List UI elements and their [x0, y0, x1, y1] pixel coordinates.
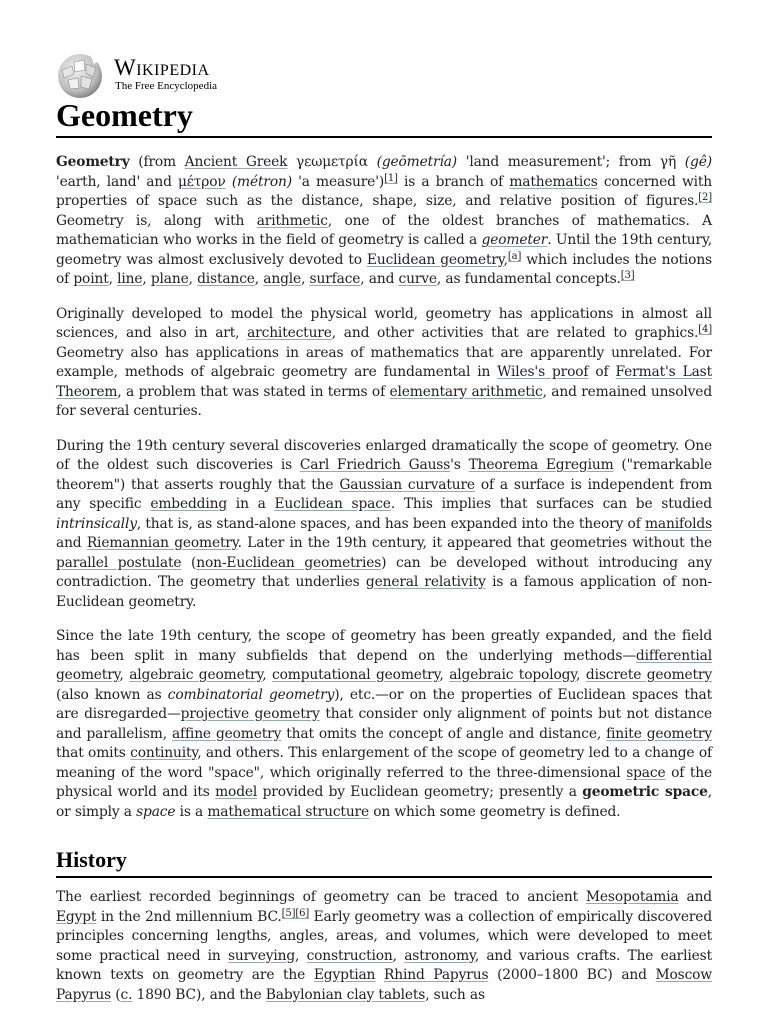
emphasis: intrinsically [56, 515, 137, 532]
transliteration: (métron) [231, 173, 292, 190]
text: , as fundamental concepts. [436, 271, 621, 287]
text [676, 154, 685, 170]
text: (2000–1800 BC) and [488, 967, 656, 983]
link-circa[interactable]: c. [120, 986, 133, 1003]
link-plane[interactable]: plane [150, 271, 189, 287]
text: provided by Euclidean geometry; presently a [257, 784, 583, 800]
footnote-link[interactable]: [a] [507, 250, 522, 262]
link-gaussian-curvature[interactable]: Gaussian curvature [339, 476, 475, 493]
page-title: Geometry [56, 96, 712, 138]
text: 'land measurement'; from [457, 154, 660, 170]
text: and [56, 535, 87, 551]
link-mesopotamia[interactable]: Mesopotamia [585, 889, 679, 905]
paragraph-subfields [56, 627, 712, 822]
text: , [301, 271, 310, 287]
text: that omits [56, 745, 131, 761]
link-parallel-postulate[interactable]: parallel postulate [56, 554, 182, 571]
link-curve[interactable]: curve [398, 271, 437, 287]
link-euclidean-space[interactable]: Euclidean space [274, 496, 391, 512]
text: ) can be developed without introducing any contradiction. The geometry that underlies [56, 554, 712, 590]
bold-term: geometric space [582, 784, 708, 800]
text: is a [175, 803, 208, 820]
text: 'a measure') [291, 173, 385, 190]
text: . This implies that surfaces can be studied [390, 496, 712, 512]
text: is a famous application of non-Euclidean geometry. [56, 574, 712, 610]
link-algebraic-topology[interactable]: algebraic topology [449, 667, 577, 683]
citation-link[interactable]: [5] [281, 907, 296, 919]
text: , [576, 667, 586, 683]
text: in a [227, 496, 275, 512]
link-moscow-papyrus[interactable]: Moscow Papyrus [56, 967, 712, 1003]
text: that consider only alignment of points but not distance and parallelism, [56, 706, 712, 742]
text: ( [111, 986, 121, 1003]
link-affine-geometry[interactable]: affine geometry [171, 725, 282, 742]
text: of [588, 364, 616, 380]
text: Geometry also has applications in areas of mathematics that are apparently unrelated. For example, methods of algebraic geometry are fundamental in [56, 344, 712, 380]
text: , and others. This enlargement of the scope of geometry led to a change of meaning of the word "space", which originally referred to the three-dimensional [56, 745, 712, 781]
emphasis: combinatorial geometry [167, 686, 335, 703]
section-heading-history: History [56, 846, 712, 878]
text: 1890 BC), and the [132, 986, 266, 1003]
link-surface[interactable]: surface [309, 271, 361, 287]
paragraph-19th-century [56, 437, 712, 613]
emphasis: space [136, 803, 176, 820]
bold-term: Geometry [56, 154, 130, 170]
text: , [119, 667, 130, 683]
text: , [295, 947, 307, 964]
text: , such as [425, 986, 485, 1003]
paragraph-intro [56, 153, 712, 290]
link-babylonian-clay-tablets[interactable]: Babylonian clay tablets [265, 986, 426, 1003]
link-gauss[interactable]: Carl Friedrich Gauss [299, 457, 451, 473]
paragraph-applications [56, 305, 712, 422]
link-embedding[interactable]: embedding [150, 496, 228, 512]
text: , and [360, 271, 399, 287]
text: ("remarkable theorem") that asserts roughly that the [56, 457, 712, 493]
text: , [439, 667, 450, 683]
text [287, 154, 296, 170]
link-geometer[interactable]: geometer [481, 232, 548, 248]
text: ), etc.—or on the properties of Euclidean spaces that are disregarded— [56, 686, 712, 722]
text: in the 2nd millennium BC. [96, 908, 282, 925]
text: of the physical world and its [56, 764, 712, 800]
text: , [142, 271, 151, 287]
link-line[interactable]: line [117, 271, 143, 287]
link-angle[interactable]: angle [263, 271, 302, 287]
text: , and other activities that are related to graphics. [331, 325, 699, 341]
text: , one of the oldest branches of mathematics. A mathematician who works in the field of geometry is called a [56, 212, 712, 248]
link-euclidean-geometry[interactable]: Euclidean geometry [366, 251, 504, 268]
link-distance[interactable]: distance [197, 271, 255, 287]
text: . Until the 19th century, geometry was almost exclusively devoted to [56, 232, 712, 268]
link-egyptian[interactable]: Egyptian [313, 967, 376, 983]
text: , and various crafts. The earliest known texts on geometry are the [56, 947, 712, 983]
link-elementary-arithmetic[interactable]: elementary arithmetic [389, 383, 543, 400]
wikipedia-tagline: The Free Encyclopedia [115, 80, 218, 92]
citation-link[interactable]: [6] [295, 907, 310, 919]
link-riemannian-geometry[interactable]: Riemannian geometry [86, 535, 238, 551]
text: concerned with properties of space such as the distance, shape, size, and relative position of figures. [56, 173, 713, 209]
link-general-relativity[interactable]: general relativity [365, 574, 486, 590]
text: , and remained unsolved for several centuries. [56, 383, 713, 419]
text: , [392, 947, 405, 964]
citation-link[interactable]: [2] [698, 192, 712, 203]
wikipedia-globe-icon[interactable] [56, 52, 104, 100]
link-model[interactable]: model [215, 784, 258, 800]
wikipedia-wordmark[interactable]: Wikipedia [114, 55, 210, 80]
text: , [503, 251, 508, 268]
text: Geometry is, along with [56, 212, 257, 229]
text: ( [181, 554, 197, 571]
link-surveying[interactable]: surveying [227, 947, 296, 964]
link-mathematical-structure[interactable]: mathematical structure [207, 803, 370, 820]
citation-link[interactable]: [4] [698, 324, 712, 335]
text [368, 154, 377, 170]
text: 'earth, land' and [56, 173, 178, 190]
text: Originally developed to model the physical world, geometry has applications in almost all sciences, and also in art, [56, 305, 712, 341]
article-content [56, 153, 712, 1020]
text: , [262, 667, 273, 683]
text: and [678, 889, 712, 905]
text: is a branch of [397, 173, 510, 190]
link-space[interactable]: space [626, 764, 666, 781]
paragraph-history [56, 888, 712, 1005]
link-discrete-geometry[interactable]: discrete geometry [585, 667, 713, 683]
text: , a problem that was stated in terms of [117, 383, 390, 400]
link-construction[interactable]: construction [306, 947, 393, 964]
link-algebraic-geometry[interactable]: algebraic geometry [129, 667, 263, 683]
link-architecture[interactable]: architecture [247, 325, 332, 341]
link-finite-geometry[interactable]: finite geometry [606, 725, 712, 742]
link-point[interactable]: point [73, 271, 109, 287]
text: , [188, 271, 198, 287]
link-rhind-papyrus[interactable]: Rhind Papyrus [384, 967, 489, 983]
text: which includes the notions of [56, 251, 712, 287]
link-egypt[interactable]: Egypt [56, 908, 97, 925]
citation-link[interactable]: [3] [620, 270, 635, 281]
text: that omits the concept of angle and distance, [281, 725, 607, 742]
text: (from [129, 154, 185, 170]
link-wiles-proof[interactable]: Wiles's proof [497, 364, 589, 380]
link-manifolds[interactable]: manifolds [645, 515, 712, 532]
link-ancient-greek[interactable]: Ancient Greek [184, 154, 288, 170]
text: , [254, 271, 264, 287]
text: , [108, 271, 118, 287]
greek-term: γεωμετρία [296, 154, 368, 170]
text: Early geometry was a collection of empirically discovered principles concerning lengths, angles, areas, and volumes, which were developed to meet some practical need in [56, 908, 713, 964]
link-fermats-last-theorem[interactable]: Fermat's Last Theorem [56, 364, 712, 400]
text: , that is, as stand-alone spaces, and has been expanded into the theory of [136, 515, 645, 532]
transliteration: (gê) [684, 154, 712, 170]
text: During the 19th century several discoveries enlarged dramatically the scope of geometry. One of the oldest such discoveries is [56, 437, 712, 473]
text: Since the late 19th century, the scope of geometry has been greatly expanded, and the field has been split in many subfields that depend on the underlying methods— [56, 628, 712, 664]
text: 's [450, 457, 469, 473]
link-non-euclidean-geometries[interactable]: non-Euclidean geometries [196, 554, 382, 571]
text [375, 967, 384, 983]
link-continuity[interactable]: continuity [130, 745, 198, 761]
text: of a surface is independent from any specific [56, 476, 712, 512]
wikipedia-header [56, 52, 316, 94]
link-arithmetic[interactable]: arithmetic [256, 212, 328, 229]
greek-term: γῆ [659, 154, 677, 170]
text: on which some geometry is defined. [369, 803, 621, 820]
text: . Later in the 19th century, it appeared that geometries without the [237, 535, 713, 551]
link-mathematics[interactable]: mathematics [509, 173, 598, 190]
text: The earliest recorded beginnings of geometry can be traced to ancient [56, 889, 586, 905]
text: , or simply a [56, 784, 713, 820]
link-differential-geometry[interactable]: differential geometry [56, 647, 712, 683]
link-metron[interactable]: μέτρον [177, 173, 226, 190]
citation-link[interactable]: [1] [384, 172, 398, 184]
link-astronomy[interactable]: astronomy [404, 947, 475, 964]
link-computational-geometry[interactable]: computational geometry [272, 667, 440, 683]
transliteration: (geōmetría) [376, 154, 458, 170]
text: (also known as [56, 686, 168, 703]
link-projective-geometry[interactable]: projective geometry [180, 706, 320, 722]
link-theorema-egregium[interactable]: Theorema Egregium [468, 457, 614, 473]
